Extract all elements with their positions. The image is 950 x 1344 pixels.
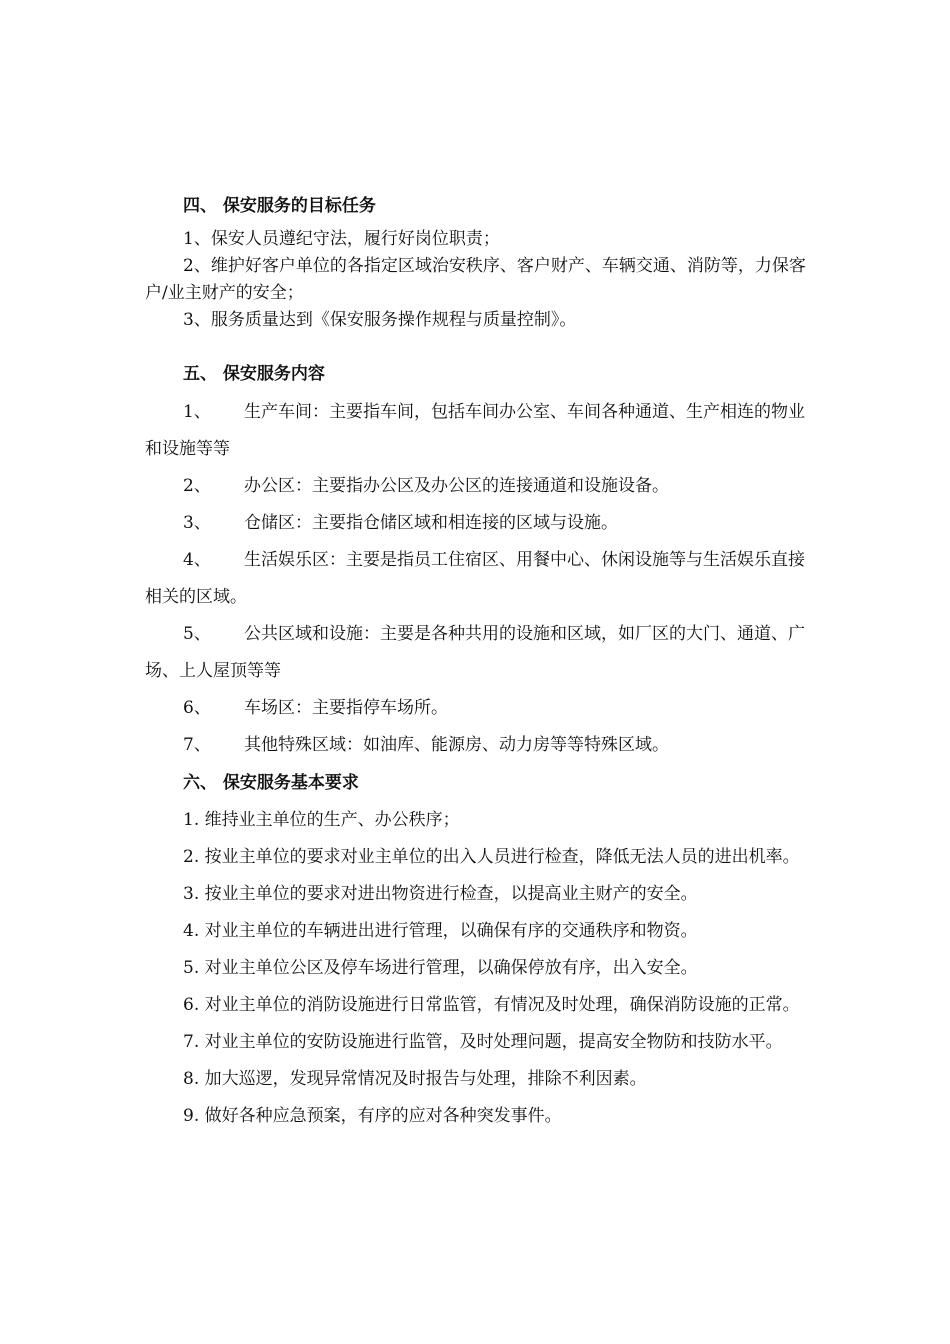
item-number: 3、 — [183, 513, 211, 533]
section-6-item: 6. 对业主单位的消防设施进行日常监管，有情况及时处理，确保消防设施的正常。 — [183, 995, 800, 1015]
section-5-item — [145, 505, 813, 542]
section-5-item — [145, 727, 813, 764]
section-5-item — [145, 394, 813, 468]
item-number: 4、 — [183, 550, 211, 570]
section-4-item: 3、服务质量达到《保安服务操作规程与质量控制》。 — [183, 310, 577, 330]
item-text: 公共区域和设施：主要是各种共用的设施和区域，如厂区的大门、通道、广场、上人屋顶等等 — [145, 624, 805, 681]
item-text: 仓储区：主要指仓储区域和相连接的区域与设施。 — [244, 513, 618, 533]
item-text: 办公区：主要指办公区及办公区的连接通道和设施设备。 — [244, 476, 669, 496]
section-6-item: 9. 做好各种应急预案，有序的应对各种突发事件。 — [183, 1106, 562, 1126]
section-5-item — [145, 468, 813, 505]
item-number: 2、 — [183, 476, 211, 496]
section-4-item: 1、保安人员遵纪守法，履行好岗位职责； — [183, 229, 500, 249]
item-text: 车场区：主要指停车场所。 — [244, 698, 448, 718]
section-6-item: 1. 维持业主单位的生产、办公秩序； — [183, 810, 460, 830]
section-6-item: 5. 对业主单位公区及停车场进行管理，以确保停放有序，出入安全。 — [183, 958, 698, 978]
item-text: 生产车间：主要指车间，包括车间办公室、车间各种通道、生产相连的物业和设施等等 — [145, 402, 805, 459]
item-number: 7、 — [183, 735, 211, 755]
section-4-heading: 四、 保安服务的目标任务 — [183, 196, 376, 216]
section-5-heading: 五、 保安服务内容 — [183, 364, 325, 384]
section-6-item: 8. 加大巡逻，发现异常情况及时报告与处理，排除不利因素。 — [183, 1069, 647, 1089]
item-text: 其他特殊区域：如油库、能源房、动力房等等特殊区域。 — [244, 735, 669, 755]
item-number: 6、 — [183, 698, 211, 718]
document-body — [145, 192, 813, 1135]
section-6-heading: 六、 保安服务基本要求 — [183, 773, 359, 793]
section-5-item — [145, 542, 813, 616]
section-6-item: 4. 对业主单位的车辆进出进行管理，以确保有序的交通秩序和物资。 — [183, 921, 698, 941]
item-number: 1、 — [183, 402, 211, 422]
section-5-item — [145, 616, 813, 690]
item-number: 5、 — [183, 624, 211, 644]
item-text: 生活娱乐区：主要是指员工住宿区、用餐中心、休闲设施等与生活娱乐直接相关的区域。 — [145, 550, 805, 607]
section-6-item: 2. 按业主单位的要求对业主单位的出入人员进行检查，降低无法人员的进出机率。 — [183, 847, 800, 867]
section-4-item: 2、维护好客户单位的各指定区域治安秩序、客户财产、车辆交通、消防等，力保客户/业主财产的安全； — [145, 256, 806, 303]
section-5-item — [145, 690, 813, 727]
section-6-item: 3. 按业主单位的要求对进出物资进行检查，以提高业主财产的安全。 — [183, 884, 698, 904]
section-6-item: 7. 对业主单位的安防设施进行监管，及时处理问题，提高安全物防和技防水平。 — [183, 1032, 783, 1052]
